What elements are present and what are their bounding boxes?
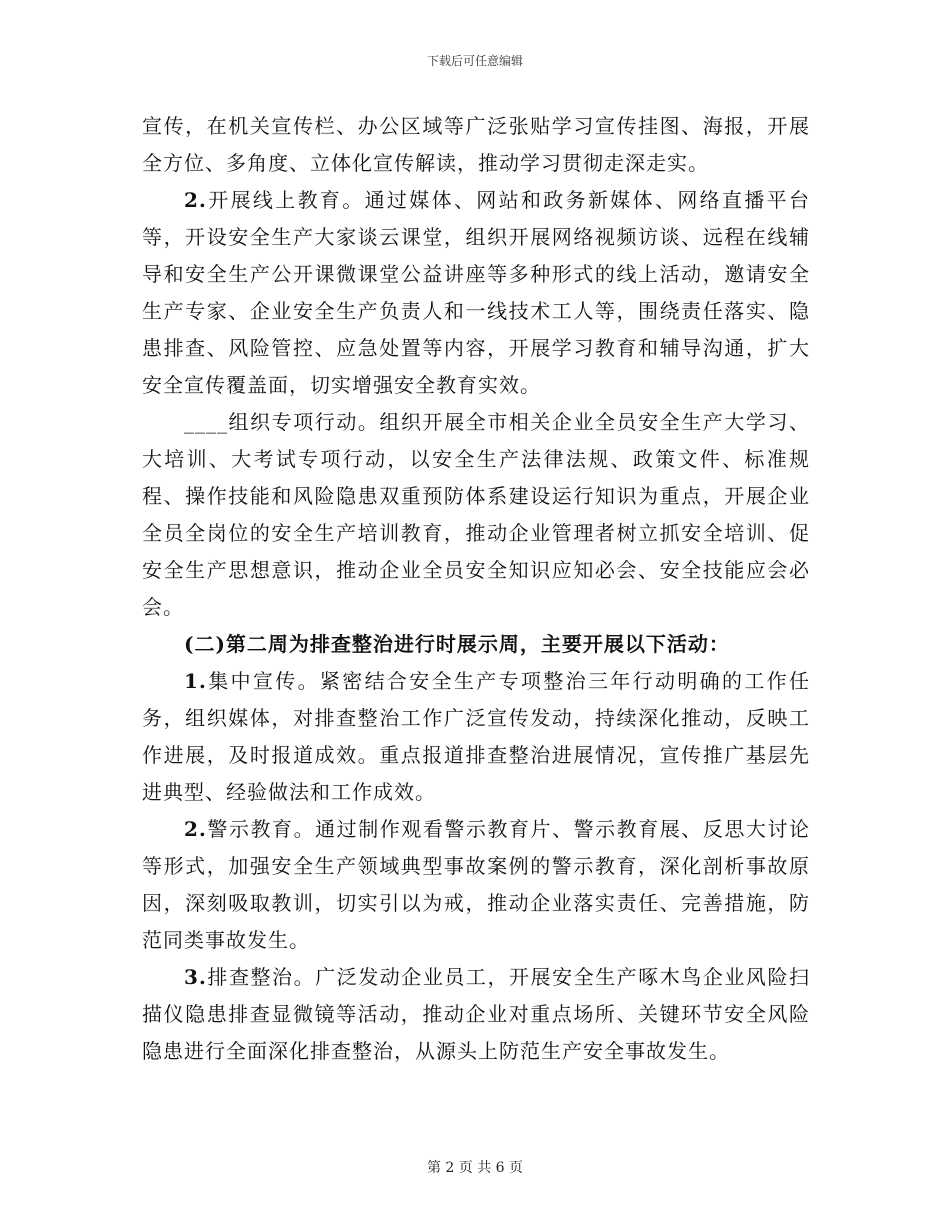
paragraph-text: 集中宣传。紧密结合安全生产专项整治三年行动明确的工作任务，组织媒体，对排查整治工作广泛宣传发动，持续深化推动，反映工作进展，及时报道成效。重点报道排查整治进展情况，宣传推广基层先进典型、经验做法和工作成效。 [142, 669, 810, 804]
paragraph-online-education [142, 182, 810, 404]
page-header: 下载后可任意编辑 [426, 54, 523, 68]
paragraph-warning-education [142, 811, 810, 959]
item-number: 2. [184, 188, 207, 212]
page-footer: 第 2 页 共 6 页 [426, 1160, 524, 1176]
item-number: 3. [184, 965, 207, 989]
paragraph-publicity [142, 663, 810, 811]
section-heading: (二)第二周为排查整治进行时展示周，主要开展以下活动： [184, 632, 730, 656]
blank-placeholder: ____ [184, 410, 228, 434]
item-number: 2. [184, 817, 207, 841]
item-number: 1. [184, 669, 207, 693]
paragraph-special-action [142, 404, 810, 626]
paragraph-text: 警示教育。通过制作观看警示教育片、警示教育展、反思大讨论等形式，加强安全生产领域典型事故案例的警示教育，深化剖析事故原因，深刻吸取教训，切实引以为戒，推动企业落实责任、完善措施，防范同类事故发生。 [142, 817, 810, 952]
document-body [142, 108, 810, 1070]
paragraph-text: 排查整治。广泛发动企业员工，开展安全生产啄木鸟企业风险扫描仪隐患排查显微镜等活动，推动企业对重点场所、关键环节安全风险隐患进行全面深化排查整治，从源头上防范生产安全事故发生。 [142, 965, 810, 1063]
paragraph-text: 开展线上教育。通过媒体、网站和政务新媒体、网络直播平台等，开设安全生产大家谈云课堂，组织开展网络视频访谈、远程在线辅导和安全生产公开课微课堂公益讲座等多种形式的线上活动，邀请安全生产专家、企业安全生产负责人和一线技术工人等，围绕责任落实、隐患排查、风险管控、应急处置等内容，开展学习教育和辅导沟通，扩大安全宣传覆盖面，切实增强安全教育实效。 [142, 188, 810, 397]
paragraph-continuation: 宣传，在机关宣传栏、办公区域等广泛张贴学习宣传挂图、海报，开展全方位、多角度、立体化宣传解读，推动学习贯彻走深走实。 [142, 114, 810, 175]
paragraph-inspection [142, 959, 810, 1070]
paragraph-text: 组织专项行动。组织开展全市相关企业全员安全生产大学习、大培训、大考试专项行动，以安全生产法律法规、政策文件、标准规程、操作技能和风险隐患双重预防体系建设运行知识为重点，开展企业全员全岗位的安全生产培训教育，推动企业管理者树立抓安全培训、促安全生产思想意识，推动企业全员安全知识应知必会、安全技能应会必会。 [142, 410, 810, 619]
